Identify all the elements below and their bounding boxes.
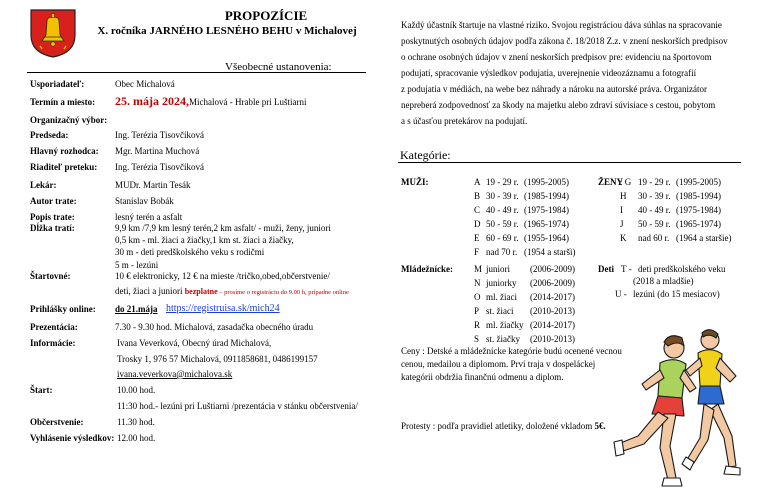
fee-line: 10 € elektronicky, 12 € na mieste /tričko,obed,občerstvenie/	[115, 271, 330, 281]
categories-title: Kategórie:	[400, 148, 451, 162]
disclaimer-line: podujatí, spracovanie výsledkov podujatia, uverejnenie videozáznamu a fotografií	[401, 68, 697, 78]
fee-free-text: bezplatne	[184, 287, 218, 296]
doctor-label: Lekár:	[30, 180, 57, 190]
kids-label: Deti	[598, 264, 614, 274]
youth-category-years: (2014-2017)	[530, 320, 575, 330]
disclaimer-line: poskytnutých osobných údajov podľa zákona č. 18/2018 Z.z. v znení neskorších predpisov	[401, 36, 728, 46]
page-subtitle: X. ročníka JARNÉHO LESNÉHO BEHU v Michalovej	[97, 25, 357, 37]
place-value: Michalová - Hrable pri Luštiarni	[189, 97, 307, 107]
women-category-code: : G	[620, 177, 632, 187]
men-category-code: F	[474, 247, 480, 257]
women-category-code: J	[620, 219, 624, 229]
men-category-code: E	[474, 233, 480, 243]
committee-label: Organizačný výbor:	[30, 115, 108, 125]
results-value: 12.00 hod.	[117, 433, 156, 443]
director-label: Riaditeľ preteku:	[30, 162, 98, 172]
director-value: Ing. Terézia Tisovčíková	[115, 162, 204, 172]
refreshments-value: 11.30 hod.	[117, 417, 155, 427]
organizer-label: Usporiadateľ:	[30, 79, 85, 89]
women-category-code: H	[620, 191, 627, 201]
youth-label: Mládežnícke:	[401, 264, 453, 274]
women-category-years: (1964 a staršie)	[676, 233, 732, 243]
youth-category-age: ml. žiaci	[486, 292, 517, 302]
categories-divider	[398, 162, 741, 163]
youth-category-code: O	[474, 292, 481, 302]
doctor-value: MUDr. Martin Tesák	[115, 180, 191, 190]
presentation-label: Prezentácia:	[30, 322, 78, 332]
youth-category-age: st. žiaci	[486, 306, 514, 316]
women-category-age: 50 - 59 r.	[638, 219, 671, 229]
disclaimer-line: z podujatia v médiách, na webe bez náhrady a nároku na autorské práva. Organizátor	[401, 84, 707, 94]
youth-category-code: P	[474, 306, 480, 316]
section-divider	[27, 72, 366, 73]
women-category-age: 40 - 49 r.	[638, 205, 671, 215]
men-category-code: B	[474, 191, 481, 201]
women-category-age: 30 - 39 r.	[638, 191, 671, 201]
women-category-years: (1995-2005)	[676, 177, 721, 187]
start-label: Štart:	[30, 385, 53, 395]
runners-illustration-icon	[612, 318, 747, 496]
disclaimer-line: a s účasťou pretekárov na podujatí.	[401, 116, 528, 126]
contact-email-link[interactable]: ivana.veverkova@michalova.sk	[117, 369, 233, 379]
contact-label: Informácie:	[30, 338, 76, 348]
prizes-line: cenou, medailou a diplomom. Prví traja v dospeláckej	[401, 359, 596, 369]
length-line: 30 m - deti predškolského veku s rodičmi	[115, 247, 265, 257]
fee-kids-text: deti, žiaci a juniori	[115, 286, 183, 296]
youth-category-age: juniori	[486, 264, 510, 274]
women-category-age: nad 60 r.	[638, 233, 670, 243]
online-deadline: do 21.mája	[115, 304, 158, 314]
author-value: Stanislav Bobák	[115, 196, 174, 206]
women-category-code: I	[620, 205, 623, 215]
start-time-crawlers: 11:30 hod.- lezúni pri Luštiarni /prezentácia v stánku občerstvenia/	[117, 401, 358, 411]
men-category-years: (1995-2005)	[524, 177, 569, 187]
page-title: PROPOZÍCIE	[224, 8, 308, 23]
men-category-age: 19 - 29 r.	[486, 177, 519, 187]
men-category-age: nad 70 r.	[486, 247, 518, 257]
men-category-years: (1985-1994)	[524, 191, 569, 201]
kids-t-code: T -	[621, 264, 632, 274]
kids-u-code: U -	[615, 289, 627, 299]
men-category-code: A	[474, 177, 481, 187]
fee-line-2	[115, 286, 349, 298]
course-value: lesný terén a asfalt	[115, 212, 183, 222]
youth-category-years: (2006-2009)	[530, 278, 575, 288]
youth-category-age: st. žiačky	[486, 334, 520, 344]
online-label: Prihlášky online:	[30, 304, 96, 314]
protests-amount: 5€.	[594, 421, 606, 431]
date-label: Termín a miesto:	[30, 97, 96, 107]
results-label: Vyhlásenie výsledkov:	[30, 433, 115, 443]
youth-category-code: N	[474, 278, 481, 288]
youth-category-years: (2006-2009)	[530, 264, 575, 274]
refreshments-label: Občerstvenie:	[30, 417, 84, 427]
referee-label: Hlavný rozhodca:	[30, 146, 99, 156]
kids-u-value: lezúni (do 15 mesiacov)	[633, 289, 720, 299]
prizes-line: kategórii obdržia finančnú odmenu a diplom.	[401, 372, 564, 382]
men-category-years: (1954 a staršì)	[524, 247, 576, 257]
date-value: 25. mája 2024,	[115, 94, 189, 108]
women-category-age: 19 - 29 r.	[638, 177, 671, 187]
men-label: MUŽI:	[401, 177, 429, 187]
chair-value: Ing. Terézia Tisovčíková	[115, 130, 204, 140]
youth-category-code: M	[474, 264, 483, 274]
youth-category-age: juniorky	[486, 278, 517, 288]
women-category-years: (1965-1974)	[676, 219, 721, 229]
length-line: 0,5 km - ml. žiaci a žiačky,1 km st. žiaci a žiačky,	[115, 235, 294, 245]
chair-label: Predseda:	[30, 130, 69, 140]
women-category-years: (1975-1984)	[676, 205, 721, 215]
prizes-line: Ceny : Detské a mládežnícke kategórie budú ocenené vecnou	[401, 346, 622, 356]
disclaimer-line: o ochrane osobných údajov v znení neskorších predpisov pre: evidenciu na športovom	[401, 52, 712, 62]
referee-value: Mgr. Martina Muchová	[115, 146, 200, 156]
length-label: Dĺžka tratí:	[30, 223, 75, 233]
men-category-years: (1965-1974)	[524, 219, 569, 229]
disclaimer-line: nepreberá zodpovednosť za škody na majetku alebo zdraví súvisiace s cestou, pobytom	[401, 100, 716, 110]
men-category-age: 30 - 39 r.	[486, 191, 519, 201]
youth-category-years: (2010-2013)	[530, 306, 575, 316]
youth-category-code: R	[474, 320, 481, 330]
length-line: 9,9 km /7,9 km lesný terén,2 km asfalt/ - muži, ženy, juniori	[115, 223, 331, 233]
youth-category-code: S	[474, 334, 480, 344]
length-line: 5 m - lezúni	[115, 260, 159, 270]
author-label: Autor trate:	[30, 196, 77, 206]
men-category-code: C	[474, 205, 481, 215]
men-category-age: 50 - 59 r.	[486, 219, 519, 229]
fee-note: – prosíme o registráciu do 9.00 h, prípadne online	[217, 289, 349, 296]
protests-line	[401, 420, 606, 433]
men-category-years: (1975-1984)	[524, 205, 569, 215]
men-category-age: 60 - 69 r.	[486, 233, 519, 243]
contact-line: Trosky 1, 976 57 Michalová, 0911858681, 0486199157	[117, 354, 318, 364]
start-time: 10.00 hod.	[117, 385, 156, 395]
disclaimer-line: Každý účastník štartuje na vlastné riziko. Svojou registráciou dáva súhlas na spracovanie	[401, 20, 722, 30]
men-category-code: D	[474, 219, 481, 229]
course-label: Popis trate:	[30, 212, 75, 222]
presentation-value: 7.30 - 9.30 hod. Michalová, zasadačka obecného úradu	[115, 322, 314, 332]
youth-category-years: (2014-2017)	[530, 292, 575, 302]
organizer-value: Obec Michalová	[115, 79, 175, 89]
section-title: Všeobecné ustanovenia:	[225, 61, 332, 73]
women-label: ŽENY	[598, 177, 624, 187]
women-category-code: K	[620, 233, 627, 243]
youth-category-years: (2010-2013)	[530, 334, 575, 344]
coat-of-arms-icon	[28, 8, 78, 58]
women-category-years: (1985-1994)	[676, 191, 721, 201]
men-category-years: (1955-1964)	[524, 233, 569, 243]
men-category-age: 40 - 49 r.	[486, 205, 519, 215]
registration-link[interactable]: https://registruisa.sk/mich24	[166, 303, 280, 314]
youth-category-age: ml. žiačky	[486, 320, 524, 330]
fee-label: Štartovné:	[30, 271, 71, 281]
protests-text: Protesty : podľa pravidiel atletiky, doložené vkladom	[401, 421, 595, 431]
kids-t-line: (2018 a mladšie)	[633, 276, 694, 286]
contact-line: Ivana Veverková, Obecný úrad Michalová,	[117, 338, 272, 348]
kids-t-line: deti predškolského veku	[638, 264, 726, 274]
